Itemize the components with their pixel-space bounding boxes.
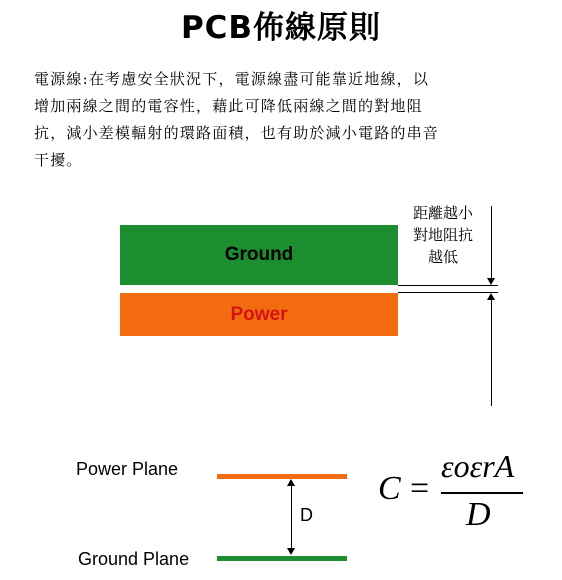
ground-plane-label: Ground Plane [78, 549, 190, 569]
arrow-down-icon [287, 548, 295, 555]
power-layer [120, 293, 398, 336]
note-line-2: 對地阻抗 [412, 226, 473, 244]
power-reference-line [398, 292, 498, 293]
page-title: PCB佈線原則 [180, 10, 382, 46]
distance-note [400, 202, 486, 268]
description-paragraph [34, 66, 534, 174]
power-plane-line [217, 474, 347, 479]
ground-layer [120, 225, 398, 285]
paragraph-line-4: 干擾。 [34, 151, 83, 169]
arrow-up-icon [487, 293, 495, 300]
plane-distance-line [291, 485, 292, 548]
ground-layer-label: Ground [224, 244, 294, 265]
fraction-bar [441, 492, 523, 494]
note-line-3: 越低 [427, 248, 458, 266]
formula-numerator: εoεrA [441, 448, 515, 484]
formula-lhs: C [378, 470, 401, 507]
upper-dimension-line [491, 206, 492, 278]
distance-label: D [300, 505, 313, 525]
formula-denominator: D [466, 496, 491, 533]
formula-equals: = [410, 470, 430, 507]
ground-reference-line [398, 285, 498, 286]
ground-plane-line [217, 556, 347, 561]
lower-dimension-line [491, 300, 492, 406]
paragraph-line-2: 增加兩線之間的電容性，藉此可降低兩線之間的對地阻 [34, 97, 423, 115]
paragraph-line-1: 電源線:在考慮安全狀況下，電源線盡可能靠近地線，以 [34, 70, 430, 88]
note-line-1: 距離越小 [412, 204, 473, 222]
power-layer-label: Power [230, 303, 288, 325]
arrow-down-icon [487, 278, 495, 285]
paragraph-line-3: 抗，減小差模輻射的環路面積，也有助於減小電路的串音 [34, 124, 440, 142]
power-plane-label: Power Plane [76, 459, 179, 479]
